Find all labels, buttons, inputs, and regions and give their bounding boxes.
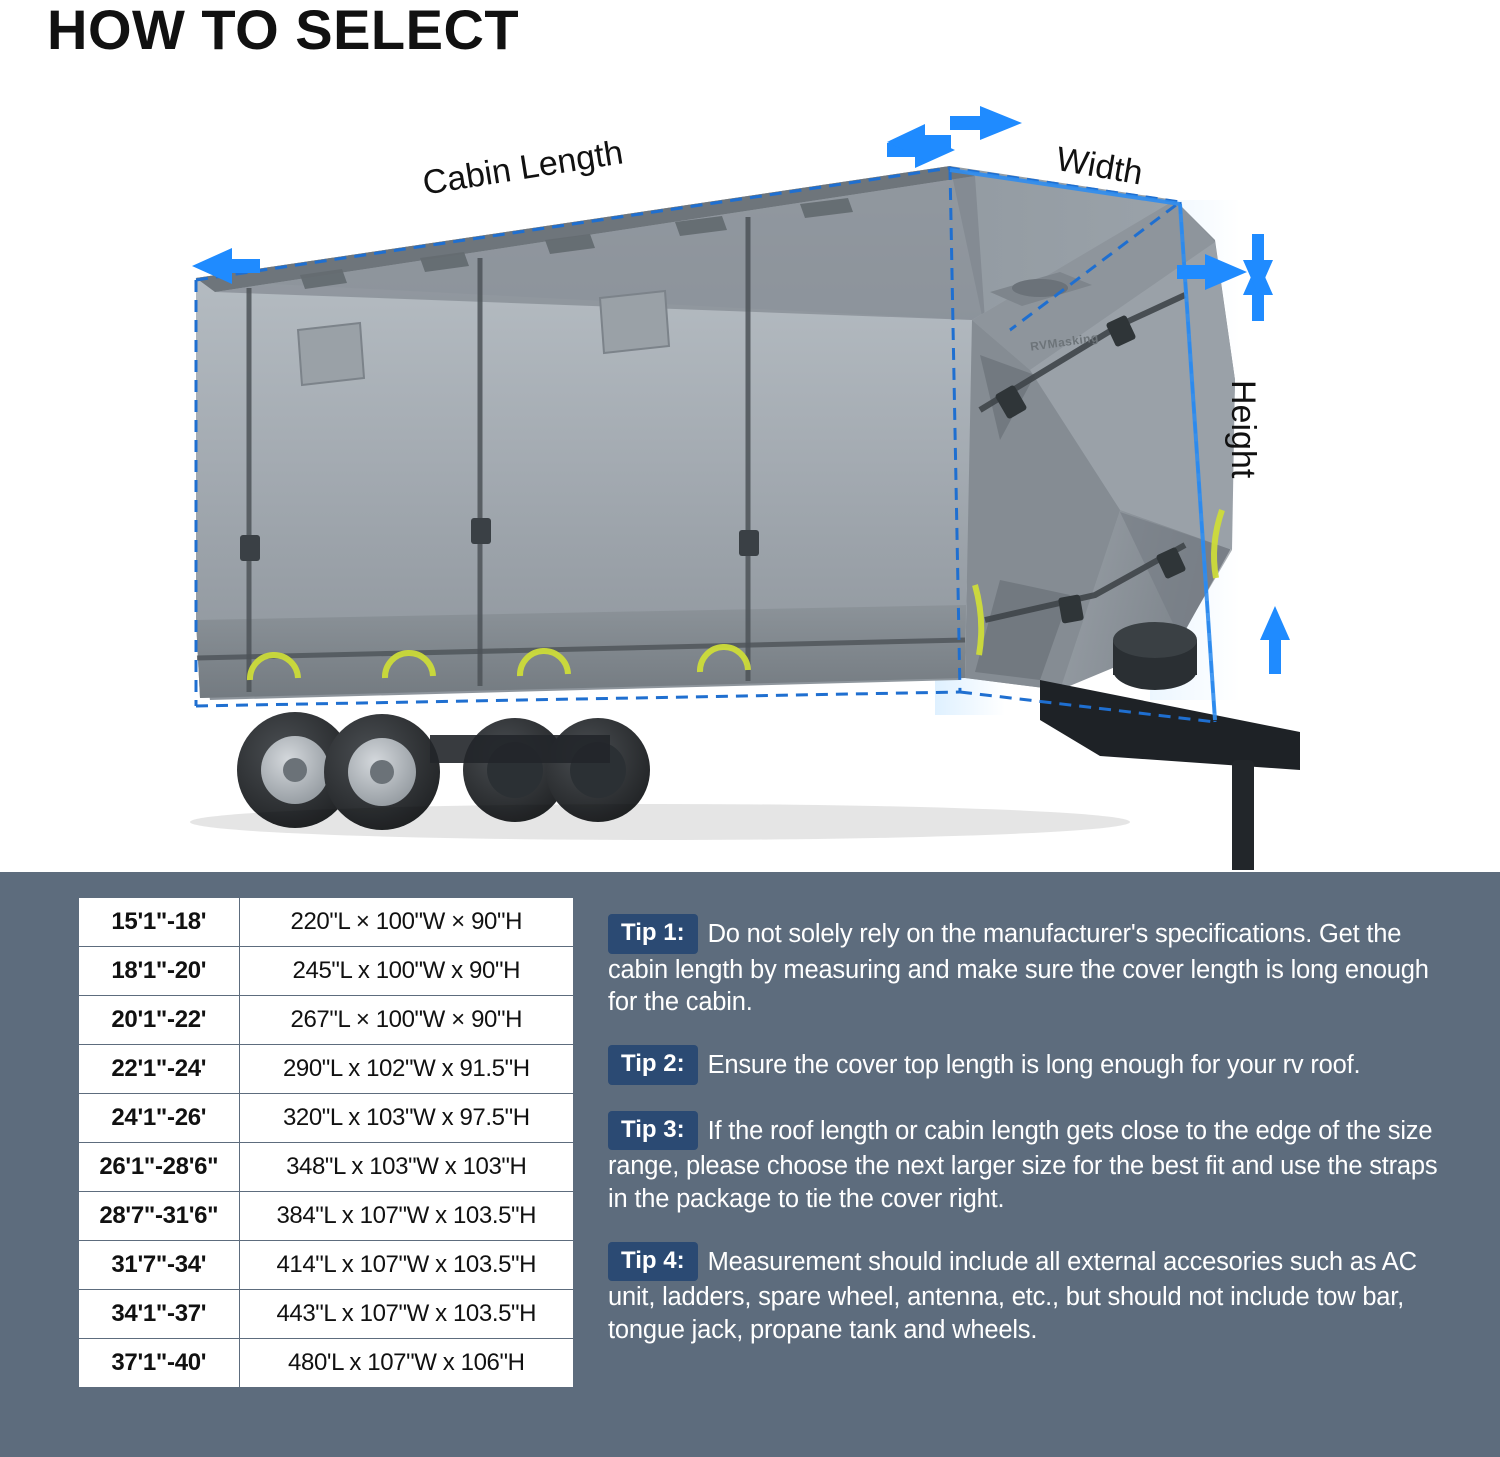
tip-item	[608, 1242, 1458, 1347]
size-range-cell: 24'1"-26'	[79, 1094, 240, 1143]
size-dims-cell: 267"L × 100"W × 90"H	[239, 996, 573, 1045]
cabin-length-label: Cabin Length	[420, 133, 626, 203]
tip-text: Measurement should include all external accesories such as AC unit, ladders, spare wheel, antenna, etc., but should not include tow bar, tongue jack, propane tank and wheels.	[608, 1247, 1417, 1344]
size-guide-panel	[0, 872, 1500, 1457]
table-row	[79, 1192, 574, 1241]
table-row	[79, 898, 574, 947]
size-range-cell: 15'1"-18'	[79, 898, 240, 947]
tip-badge: Tip 1:	[608, 914, 698, 954]
page-title: HOW TO SELECT	[47, 0, 520, 61]
size-range-cell: 37'1"-40'	[79, 1339, 240, 1388]
size-table	[78, 897, 574, 1388]
tip-item	[608, 914, 1458, 1019]
tip-badge: Tip 2:	[608, 1045, 698, 1085]
table-row	[79, 996, 574, 1045]
height-label: Height	[1224, 380, 1262, 479]
table-row	[79, 947, 574, 996]
size-dims-cell: 290"L x 102"W x 91.5"H	[239, 1045, 573, 1094]
size-range-cell: 22'1"-24'	[79, 1045, 240, 1094]
size-range-cell: 28'7"-31'6"	[79, 1192, 240, 1241]
table-row	[79, 1339, 574, 1388]
width-label: Width	[1053, 140, 1146, 193]
table-row	[79, 1143, 574, 1192]
size-range-cell: 34'1"-37'	[79, 1290, 240, 1339]
tip-badge: Tip 4:	[608, 1242, 698, 1282]
size-dims-cell: 414"L x 107"W x 103.5"H	[239, 1241, 573, 1290]
tip-badge: Tip 3:	[608, 1111, 698, 1151]
table-row	[79, 1045, 574, 1094]
tip-item	[608, 1111, 1458, 1216]
size-range-cell: 31'7"-34'	[79, 1241, 240, 1290]
size-dims-cell: 480'L x 107"W x 106"H	[239, 1339, 573, 1388]
tip-item	[608, 1045, 1458, 1085]
table-row	[79, 1241, 574, 1290]
size-dims-cell: 443"L x 107"W x 103.5"H	[239, 1290, 573, 1339]
size-dims-cell: 245"L x 100"W x 90"H	[239, 947, 573, 996]
size-range-cell: 26'1"-28'6"	[79, 1143, 240, 1192]
table-row	[79, 1290, 574, 1339]
rv-cover-illustration	[0, 80, 1500, 870]
tips-list	[608, 914, 1458, 1373]
table-row	[79, 1094, 574, 1143]
size-dims-cell: 348"L x 103"W x 103"H	[239, 1143, 573, 1192]
size-table-body	[79, 898, 574, 1388]
rv-diagram-svg	[0, 80, 1500, 870]
rv-cover-body	[196, 166, 1235, 700]
size-range-cell: 18'1"-20'	[79, 947, 240, 996]
size-dims-cell: 220"L × 100"W × 90"H	[239, 898, 573, 947]
tip-text: If the roof length or cabin length gets close to the edge of the size range, please choose the next larger size for the best fit and use the straps in the package to tie the cover right.	[608, 1116, 1438, 1214]
brand-logo: RVMasking	[1029, 330, 1100, 354]
tip-text: Ensure the cover top length is long enough for your rv roof.	[707, 1050, 1361, 1079]
tip-text: Do not solely rely on the manufacturer's specifications. Get the cabin length by measuring and make sure the cover length is long enough for the cabin.	[608, 920, 1429, 1017]
size-range-cell: 20'1"-22'	[79, 996, 240, 1045]
size-dims-cell: 384"L x 107"W x 103.5"H	[239, 1192, 573, 1241]
size-dims-cell: 320"L x 103"W x 97.5"H	[239, 1094, 573, 1143]
